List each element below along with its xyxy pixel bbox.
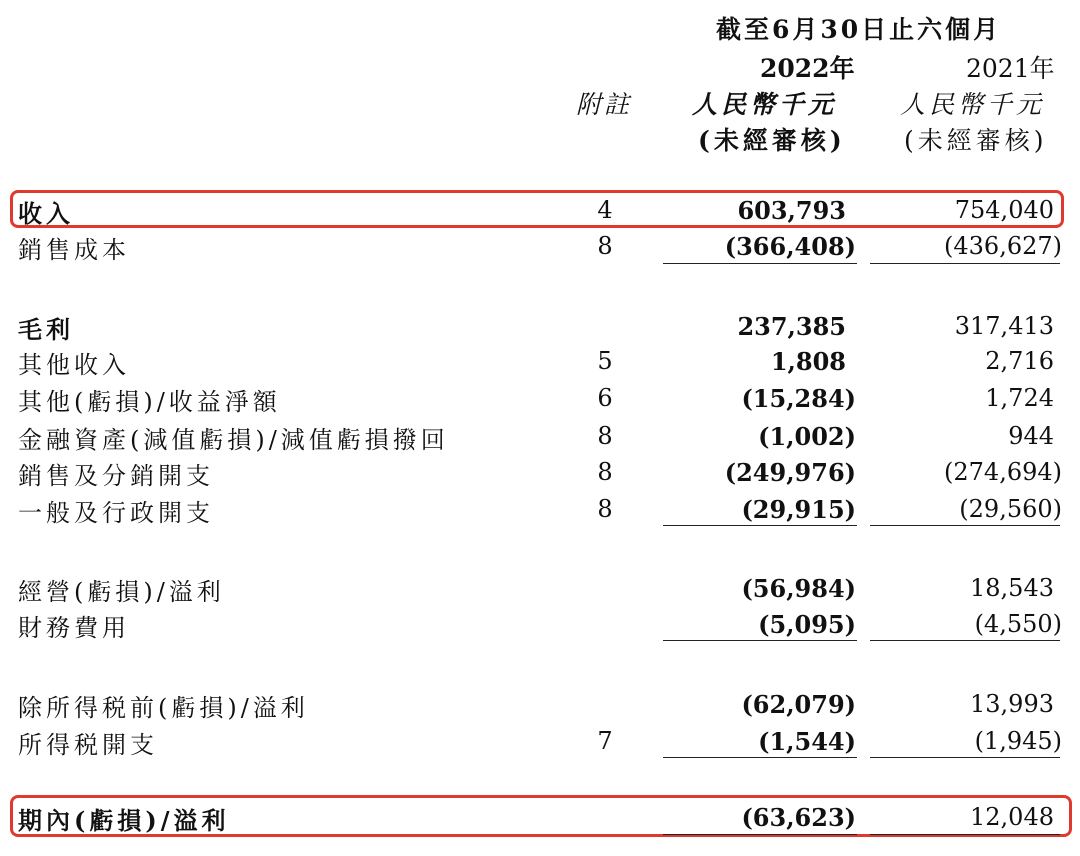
row-value-2022: 237,385 — [737, 312, 846, 341]
row-label: 經營(虧損)/溢利 — [18, 578, 225, 606]
row-value-2022: (15,284) — [741, 384, 856, 413]
row-note: 8 — [597, 458, 613, 486]
row-value-2021: 317,413 — [954, 312, 1054, 340]
row-value-2021: 18,543 — [970, 574, 1054, 602]
row-value-2022: (62,079) — [741, 690, 856, 719]
row-value-2022: 1,808 — [770, 347, 846, 376]
row-value-2021: 754,040 — [954, 196, 1054, 224]
audit-2021-heading: (未經審核) — [904, 126, 1048, 155]
row-label: 除所得税前(虧損)/溢利 — [18, 694, 309, 722]
note-column-heading: 附註 — [576, 90, 633, 119]
row-label: 銷售成本 — [18, 236, 130, 264]
row-value-2022: (249,976) — [724, 458, 856, 487]
audit-2022-heading: (未經審核) — [698, 126, 846, 155]
year-2021-heading: 2021年 — [966, 54, 1055, 83]
subtotal-rule — [870, 525, 1060, 526]
total-rule — [870, 834, 1060, 835]
row-value-2021: (436,627) — [944, 232, 1062, 260]
row-label: 其他收入 — [18, 351, 130, 379]
subtotal-rule — [663, 525, 857, 526]
row-label-gross-profit: 毛利 — [18, 315, 74, 344]
row-label: 一般及行政開支 — [18, 499, 214, 527]
row-value-2022: 603,793 — [737, 196, 846, 225]
row-value-2022: (56,984) — [741, 574, 856, 603]
row-note: 4 — [597, 196, 613, 224]
row-label: 所得税開支 — [18, 731, 158, 759]
row-note: 8 — [597, 232, 613, 260]
period-heading: 截至6月30日止六個月 — [716, 15, 1002, 44]
row-value-2022: (1,002) — [758, 422, 856, 451]
row-label-period-result: 期內(虧損)/溢利 — [18, 806, 230, 835]
currency-2021-heading: 人民幣千元 — [900, 90, 1046, 119]
subtotal-rule — [870, 640, 1060, 641]
row-note: 6 — [597, 384, 613, 412]
row-value-2021: (274,694) — [944, 458, 1062, 486]
row-label: 其他(虧損)/收益淨額 — [18, 388, 281, 416]
row-value-2022: (29,915) — [741, 495, 856, 524]
year-2022-heading: 2022年 — [760, 54, 855, 83]
row-note: 7 — [597, 727, 613, 755]
row-value-2022: (1,544) — [758, 727, 856, 756]
row-value-2021: (4,550) — [974, 610, 1062, 638]
row-label: 銷售及分銷開支 — [18, 462, 214, 490]
row-note: 5 — [597, 347, 613, 375]
row-value-2021: 2,716 — [985, 347, 1054, 375]
subtotal-rule — [870, 757, 1060, 758]
row-value-2022: (5,095) — [758, 610, 856, 639]
row-value-2022: (63,623) — [741, 803, 856, 832]
row-value-2021: (29,560) — [959, 495, 1062, 523]
row-value-2021: 944 — [1008, 422, 1054, 450]
row-value-2021: 13,993 — [970, 690, 1054, 718]
total-rule — [663, 834, 857, 835]
subtotal-rule — [870, 263, 1060, 264]
subtotal-rule — [663, 640, 857, 641]
currency-2022-heading: 人民幣千元 — [692, 90, 838, 119]
row-value-2021: 12,048 — [970, 803, 1054, 831]
row-label-revenue: 收入 — [18, 199, 74, 228]
subtotal-rule — [663, 263, 857, 264]
row-value-2021: (1,945) — [974, 727, 1062, 755]
subtotal-rule — [663, 757, 857, 758]
row-note: 8 — [597, 495, 613, 523]
row-value-2021: 1,724 — [985, 384, 1054, 412]
row-note: 8 — [597, 422, 613, 450]
row-value-2022: (366,408) — [724, 232, 856, 261]
row-label: 財務費用 — [18, 614, 130, 642]
row-label: 金融資產(減值虧損)/減值虧損撥回 — [18, 426, 449, 454]
